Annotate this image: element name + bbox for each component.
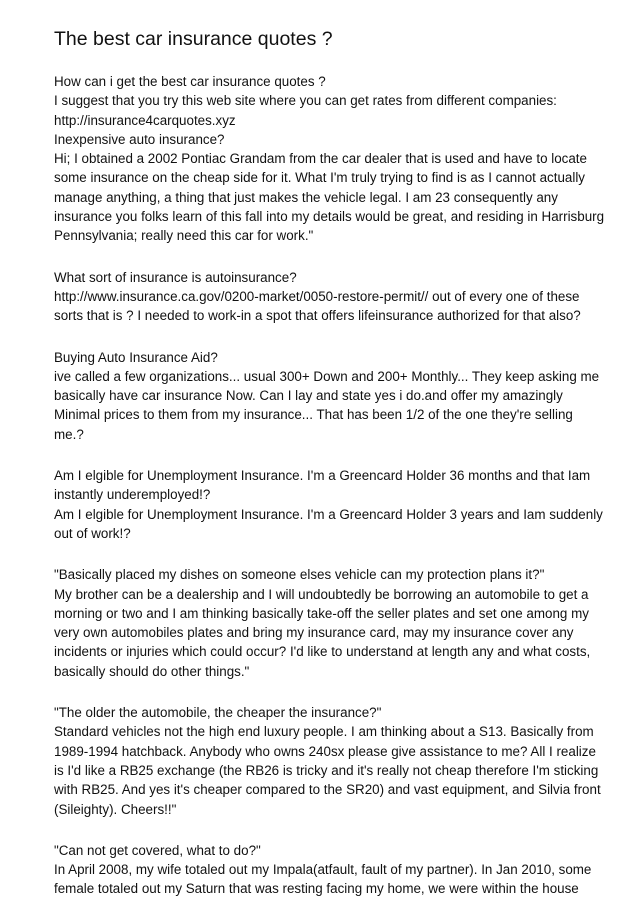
text-line: sorts that is ? I needed to work-in a spot that offers lifeinsurance authorized for that also? bbox=[54, 308, 581, 324]
text-line: http://insurance4carquotes.xyz bbox=[54, 112, 236, 128]
text-line: insurance you folks learn of this fall into my details would be great, and residing in Harrisburg bbox=[54, 209, 605, 225]
text-section bbox=[54, 841, 598, 899]
text-line: morning or two and I am thinking basically take-off the seller plates and set one among my bbox=[54, 605, 589, 621]
text-line: female totaled out my Saturn that was resting facing my home, we were within the house bbox=[54, 881, 579, 897]
text-line: "Can not get covered, what to do?" bbox=[54, 842, 261, 858]
text-section bbox=[54, 565, 598, 681]
text-line: How can i get the best car insurance quotes ? bbox=[54, 74, 326, 89]
text-line: out of work!? bbox=[54, 525, 131, 541]
text-line: Hi; I obtained a 2002 Pontiac Grandam from the car dealer that is used and have to locate bbox=[54, 151, 587, 167]
text-section bbox=[54, 703, 601, 819]
text-section bbox=[54, 466, 603, 543]
text-line: "Basically placed my dishes on someone elses vehicle can my protection plans it?" bbox=[54, 567, 545, 583]
text-line: (Sileighty). Cheers!!" bbox=[54, 801, 177, 817]
text-line: Inexpensive auto insurance? bbox=[54, 131, 225, 147]
text-line: Pennsylvania; really need this car for work." bbox=[54, 228, 314, 244]
text-line: manage anything, a thing that just makes the vehicle legal. I am 23 consequently any bbox=[54, 189, 558, 205]
text-line: basically should do other things." bbox=[54, 663, 250, 679]
text-line: Am I elgible for Unemployment Insurance. I'm a Greencard Holder 36 months and that Iam bbox=[54, 468, 591, 484]
text-line: In April 2008, my wife totaled out my Impala(atfault, fault of my partner). In Jan 2010, some bbox=[54, 862, 592, 878]
text-line: basically have car insurance Now. Can I lay and state yes i do.and offer my amazingly bbox=[54, 388, 563, 404]
text-line: very own automobiles plates and bring my insurance card, may my insurance cover any bbox=[54, 625, 574, 641]
text-line: What sort of insurance is autoinsurance? bbox=[54, 269, 297, 285]
document-body bbox=[54, 72, 605, 899]
text-line: ive called a few organizations... usual 300+ Down and 200+ Monthly... They keep asking me bbox=[54, 368, 600, 384]
text-section bbox=[54, 72, 605, 246]
text-section bbox=[54, 268, 598, 326]
page-title: The best car insurance quotes ? bbox=[54, 28, 333, 50]
text-line: Minimal prices to them from my insurance... That has been 1/2 of the one they're selling bbox=[54, 407, 573, 423]
text-line: some insurance on the cheap side for it. What I'm truly trying to find is as I cannot actually bbox=[54, 170, 585, 186]
text-line: Buying Auto Insurance Aid? bbox=[54, 349, 218, 365]
text-line: is I'd like a RB25 exchange (the RB26 is tricky and it's really not cheap therefore I'm sticking bbox=[54, 762, 599, 778]
text-line: http://www.insurance.ca.gov/0200-market/0050-restore-permit// out of every one of these bbox=[54, 288, 580, 304]
text-line: 1989-1994 hatchback. Anybody who owns 240sx please give assistance to me? All I realize bbox=[54, 743, 596, 759]
text-line: incidents or injuries which could occur? I'd like to understand at length any and what costs, bbox=[54, 644, 591, 660]
text-line: My brother can be a dealership and I will undoubtedly be borrowing an automobile to get a bbox=[54, 586, 589, 602]
text-section bbox=[54, 348, 598, 444]
text-line: instantly underemployed!? bbox=[54, 487, 211, 503]
text-line: with RB25. And yes it's cheaper compared to the SR20) and vast equipment, and Silvia front bbox=[54, 782, 601, 798]
text-line: I suggest that you try this web site where you can get rates from different companies: bbox=[54, 93, 557, 109]
text-line: "The older the automobile, the cheaper the insurance?" bbox=[54, 705, 382, 721]
text-line: Standard vehicles not the high end luxury people. I am thinking about a S13. Basically from bbox=[54, 724, 594, 740]
text-line: me.? bbox=[54, 426, 84, 442]
text-line: Am I elgible for Unemployment Insurance. I'm a Greencard Holder 3 years and Iam suddenly bbox=[54, 506, 603, 522]
